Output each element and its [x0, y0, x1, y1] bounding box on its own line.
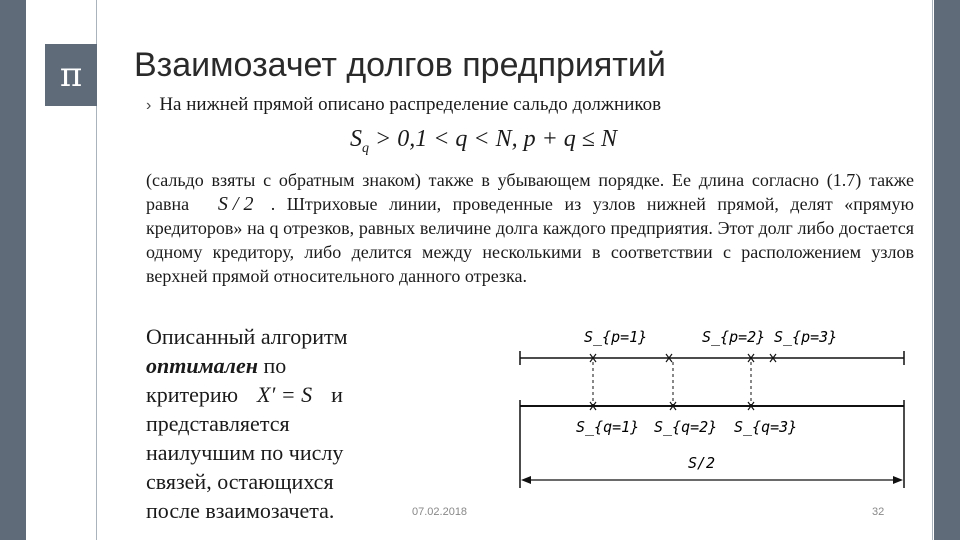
- dashed-projection-lines: [593, 362, 751, 406]
- left-accent-strip: [0, 0, 26, 540]
- side-criterion-after: и: [325, 382, 343, 407]
- top-label-2: S_{p=2}: [702, 328, 766, 346]
- span-arrow-left-head: [521, 476, 531, 484]
- side-text: [146, 322, 382, 525]
- side-criterion-formula: X′ = S: [257, 382, 313, 407]
- bullet-text: На нижней прямой описано распределение сальдо должников: [159, 94, 662, 115]
- page-number: 32: [872, 506, 885, 518]
- right-divider: [932, 0, 933, 540]
- slide-title: Взаимозачет долгов предприятий: [134, 46, 666, 84]
- right-accent-strip: [934, 0, 960, 540]
- formula-s: S: [350, 126, 362, 152]
- paragraph-part1: (сальдо взяты с обратным знаком) также в убывающем порядке. Ее длина согласно (1.7) также равна: [146, 170, 914, 214]
- bullet-marker: ›: [146, 97, 152, 114]
- main-formula: [350, 126, 617, 157]
- span-label: S/2: [688, 454, 716, 472]
- top-labels: [584, 328, 837, 346]
- bottom-label-2: S_{q=2}: [654, 418, 718, 436]
- bottom-labels: [576, 418, 797, 436]
- bottom-label-1: S_{q=1}: [576, 418, 640, 436]
- side-after-bold: по: [257, 353, 287, 378]
- bottom-label-3: S_{q=3}: [734, 418, 798, 436]
- side-line1: Описанный алгоритм: [146, 324, 348, 349]
- top-label-1: S_{p=1}: [584, 328, 648, 346]
- formula-sub: q: [362, 140, 369, 156]
- paragraph-part2: . Штриховые линии, проведенные из узлов нижней прямой, делят «прямую кредиторов» на q отрезков, равных величине долга каждого предприятия. Этот долг либо достается одному кредитору, либо делится между несколькими в соответствии с расположением узлов верхней прямой относительного данного отрезка.: [146, 194, 914, 286]
- side-bold-word: оптимален: [146, 353, 258, 378]
- formula-rest: > 0,1 < q < N, p + q ≤ N: [369, 126, 617, 152]
- inline-formula: S / 2: [217, 193, 254, 215]
- body-paragraph: [146, 168, 914, 288]
- top-label-3: S_{p=3}: [774, 328, 838, 346]
- footer-date: 07.02.2018: [412, 506, 468, 518]
- bullet-item: [146, 94, 661, 116]
- pi-icon: π: [45, 44, 97, 106]
- span-arrow-right-head: [893, 476, 903, 484]
- side-rest: представляется наилучшим по числу связей, остающихся после взаимозачета.: [146, 411, 344, 523]
- side-criterion-before: критерию: [146, 382, 244, 407]
- creditor-debtor-diagram: [512, 320, 912, 500]
